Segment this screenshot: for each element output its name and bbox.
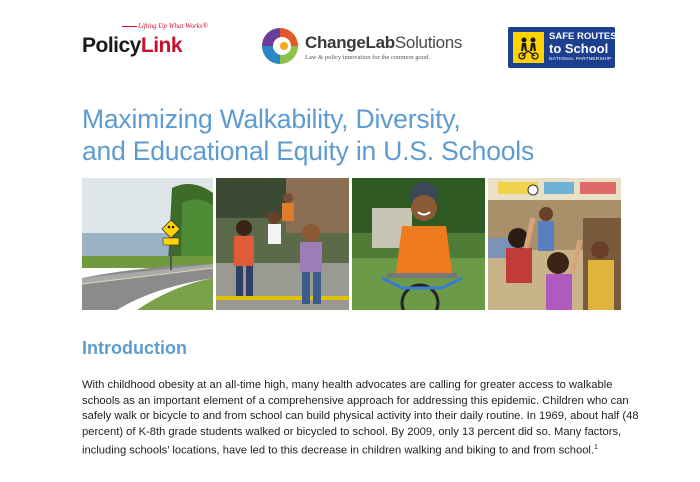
srts-logo — [508, 27, 615, 68]
changelab-wordmark: ChangeLabSolutions — [305, 33, 463, 52]
srts-line3: NATIONAL PARTNERSHIP — [549, 57, 612, 62]
photo-children-walking — [216, 178, 349, 310]
title-line-1: Maximizing Walkability, Diversity, — [82, 104, 461, 134]
photo-child-biking — [352, 178, 485, 310]
changelab-tagline: Law & policy innovation for the common good. — [305, 54, 430, 61]
footnote-marker[interactable]: 1 — [594, 444, 598, 452]
document-title — [82, 103, 534, 167]
policylink-tagline: Lifting Up What Works® — [138, 22, 208, 30]
photo-classroom — [488, 178, 621, 310]
photo-school-road — [82, 178, 213, 310]
policylink-wordmark: PolicyLink — [82, 34, 183, 57]
policylink-tag-rule — [122, 26, 137, 27]
intro-heading: Introduction — [82, 338, 187, 358]
srts-line2: to School — [549, 41, 609, 56]
photo-strip — [82, 178, 621, 310]
title-line-2: and Educational Equity in U.S. Schools — [82, 136, 535, 166]
srts-badge — [513, 32, 544, 63]
srts-line1: SAFE ROUTES — [549, 31, 617, 42]
intro-paragraph: With childhood obesity at an all-time high, many health advocates are calling for greater access to walkable schools as an important element of a comprehensive approach for addressing this epidemic. Children who can safely walk or bicycle to and from school can build physical activity into their daily routine. In 1969, about half (48 percent) of K-8th grade students walked or bicycled to school. By 2009, only 13 percent did so. Many factors, including schools’ locations, have led to this decrease in children walking and biking to and from school.$^1$ — [82, 379, 639, 458]
walking-children-icon — [513, 32, 544, 63]
changelab-mark-icon — [261, 27, 299, 65]
logo-row — [0, 0, 700, 80]
